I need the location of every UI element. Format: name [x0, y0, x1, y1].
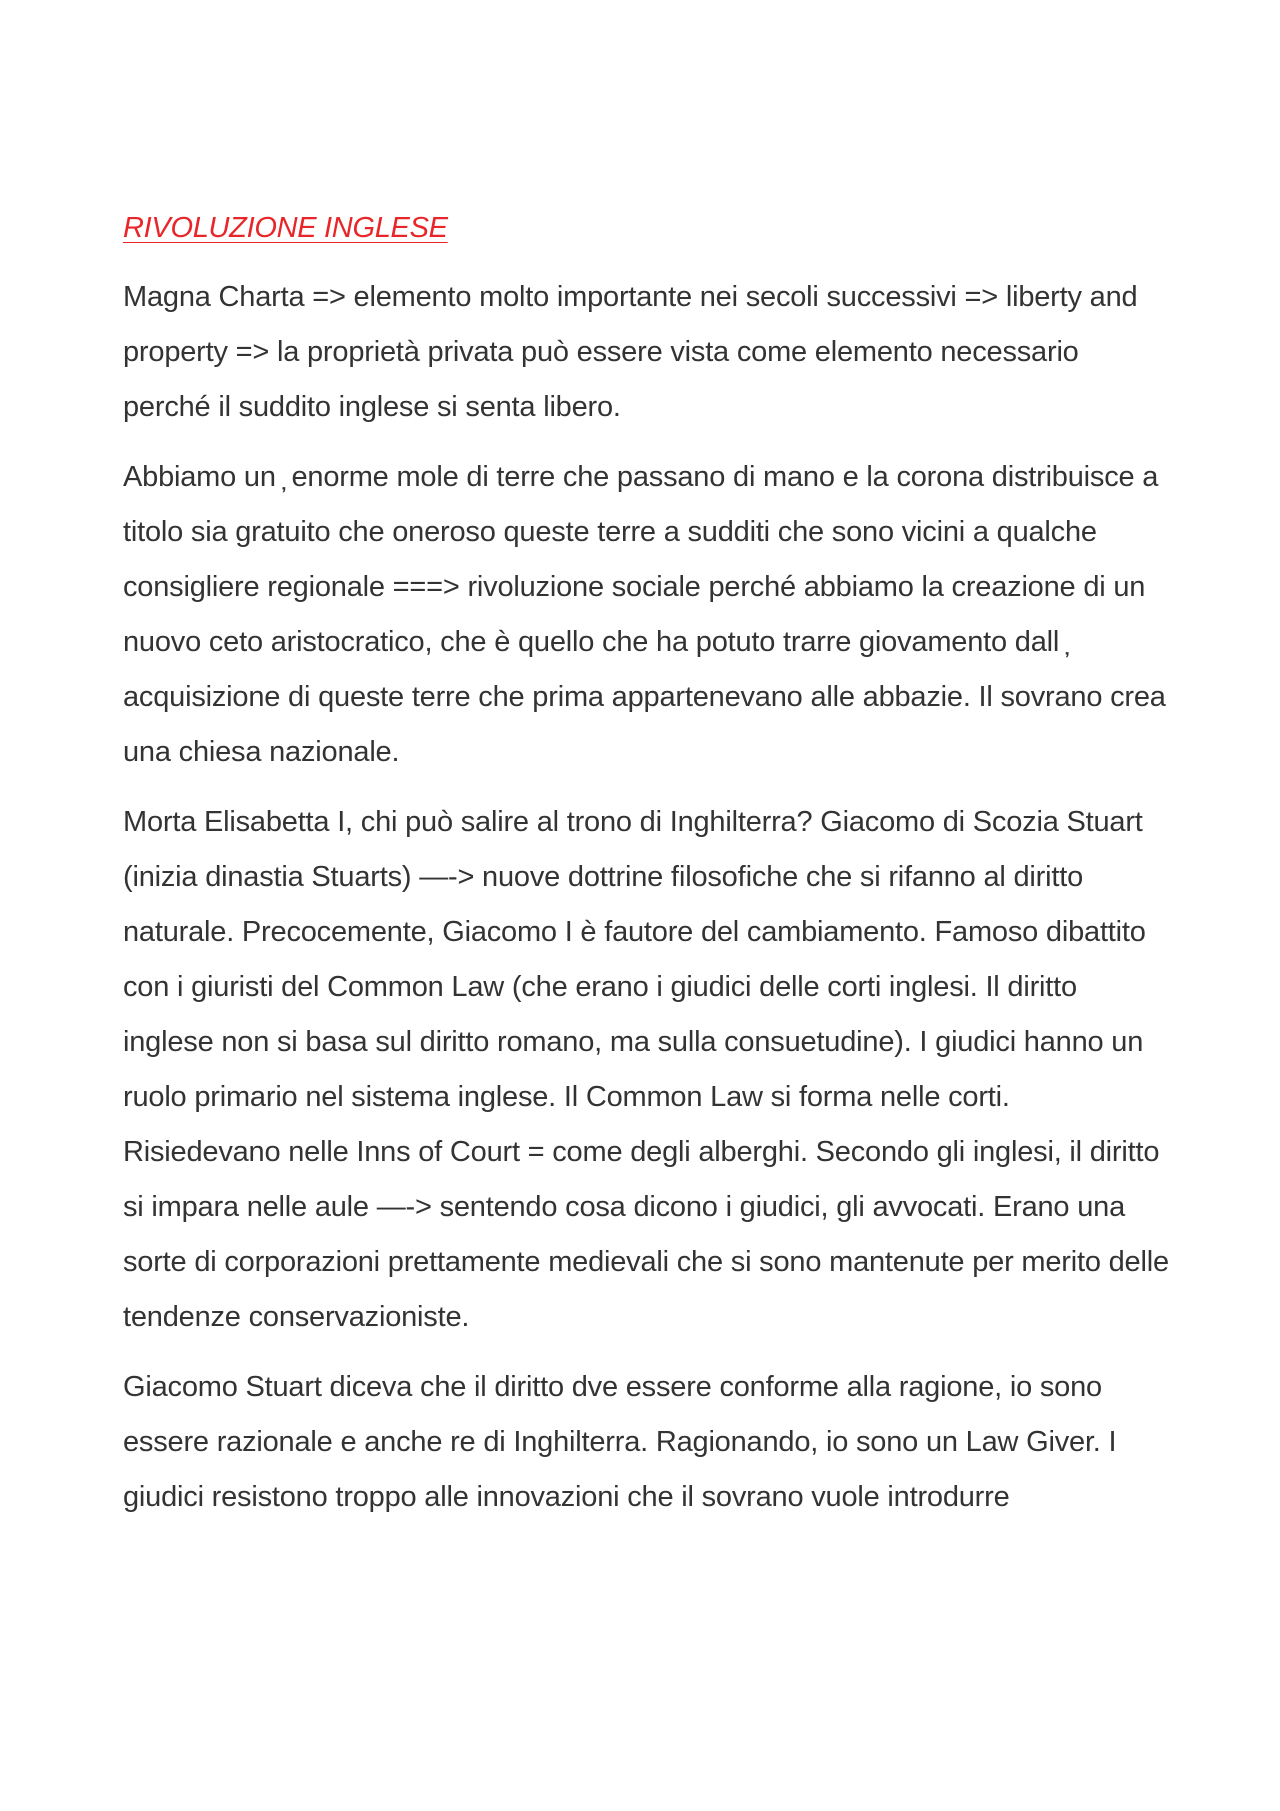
paragraph-magna-charta: Magna Charta => elemento molto importante nei secoli successivi => liberty and property => la proprietà privata può essere vista come elemento necessario perché il suddito inglese si senta libero. [123, 281, 1138, 423]
document-page [123, 208, 1173, 1525]
document-heading: RIVOLUZIONE INGLESE [123, 212, 448, 244]
paragraph-law-giver: Giacomo Stuart diceva che il diritto dve essere conforme alla ragione, io sono essere razionale e anche re di Inghilterra. Ragionando, io sono un Law Giver. I giudici resistono troppo alle innovazioni che il sovrano vuole introdurre [123, 1371, 1117, 1513]
paragraph-giacomo-common-law: Morta Elisabetta I, chi può salire al trono di Inghilterra? Giacomo di Scozia Stuart (inizia dinastia Stuarts) —-> nuove dottrine ﬁlosoﬁche che si rifanno al diritto naturale. Precocemente, Giacomo I è fautore del cambiamento. Famoso dibattito con i giuristi del Common Law (che erano i giudici delle corti inglesi. Il diritto inglese non si basa sul diritto romano, ma sulla consuetudine). I giudici hanno un ruolo primario nel sistema inglese. Il Common Law si forma nelle corti. Risiedevano nelle Inns of Court = come degli alberghi. Secondo gli inglesi, il diritto si impara nelle aule —-> sentendo cosa dicono i giudici, gli avvocati. Erano una sorte di corporazioni prettamente medievali che si sono mantenute per merito delle tendenze conservazioniste. [123, 806, 1169, 1333]
paragraph-terre-corona: Abbiamo un ̦ enorme mole di terre che passano di mano e la corona distribuisce a titolo sia gratuito che oneroso queste terre a sudditi che sono vicini a qualche consigliere regionale ===> rivoluzione sociale perché abbiamo la creazione di un nuovo ceto aristocratico, che è quello che ha potuto trarre giovamento dall ̦ acquisizione di queste terre che prima appartenevano alle abbazie. Il sovrano crea una chiesa nazionale. [123, 461, 1166, 768]
